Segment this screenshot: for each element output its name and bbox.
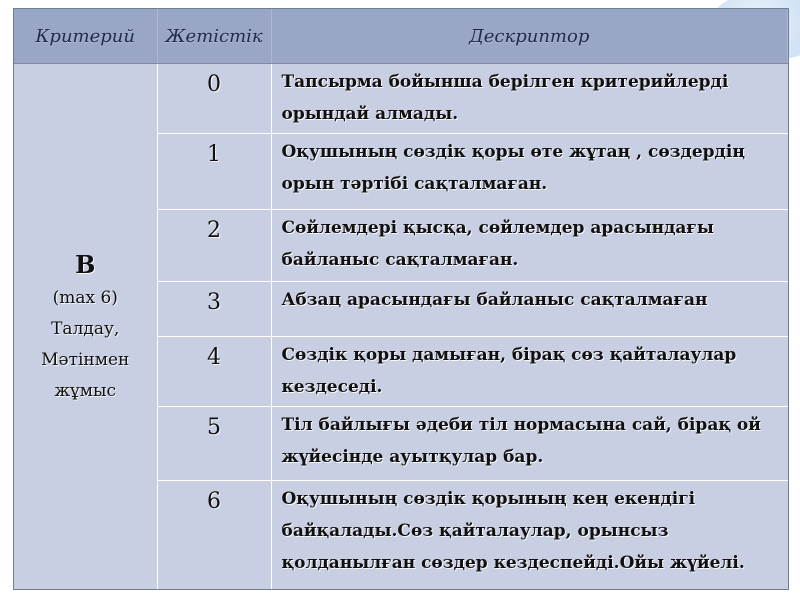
- header-descriptor: Дескриптор: [271, 9, 788, 64]
- criterion-max: (max 6): [52, 287, 118, 308]
- criterion-line2: Мәтінмен: [41, 349, 130, 370]
- descriptor-cell: Абзац арасындағы байланыс сақталмаған: [271, 282, 788, 337]
- level-cell: 4: [157, 337, 271, 407]
- level-cell: 6: [157, 481, 271, 590]
- descriptor-cell: Сөйлемдері қысқа, сөйлемдер арасындағы байланыс сақталмаған.: [271, 210, 788, 282]
- header-achievement: Жетістік: [157, 9, 271, 64]
- criterion-line1: Талдау,: [51, 318, 120, 339]
- level-cell: 1: [157, 134, 271, 210]
- descriptor-cell: Оқушының сөздік қорының кең екендігі байқалады.Сөз қайталаулар, орынсыз қолданылған сөздер кездеспейді.Ойы жүйелі.: [271, 481, 788, 590]
- descriptor-cell: Оқушының сөздік қоры өте жұтаң , сөздердің орын тәртібі сақталмаған.: [271, 134, 788, 210]
- level-cell: 3: [157, 282, 271, 337]
- criterion-cell: [14, 64, 157, 590]
- table-header-row: [14, 9, 788, 64]
- level-cell: 0: [157, 64, 271, 134]
- descriptor-cell: Тіл байлығы әдеби тіл нормасына сай, бірақ ой жүйесінде ауытқулар бар.: [271, 407, 788, 481]
- descriptor-cell: Сөздік қоры дамыған, бірақ сөз қайталаулар кездеседі.: [271, 337, 788, 407]
- header-criterion: Критерий: [14, 9, 157, 64]
- criterion-line3: жұмыс: [54, 380, 117, 401]
- table-row: [14, 64, 788, 134]
- criterion-letter: В: [75, 249, 96, 279]
- level-cell: 5: [157, 407, 271, 481]
- level-cell: 2: [157, 210, 271, 282]
- assessment-rubric-table: [13, 8, 789, 590]
- descriptor-cell: Тапсырма бойынша берілген критерийлерді орындай алмады.: [271, 64, 788, 134]
